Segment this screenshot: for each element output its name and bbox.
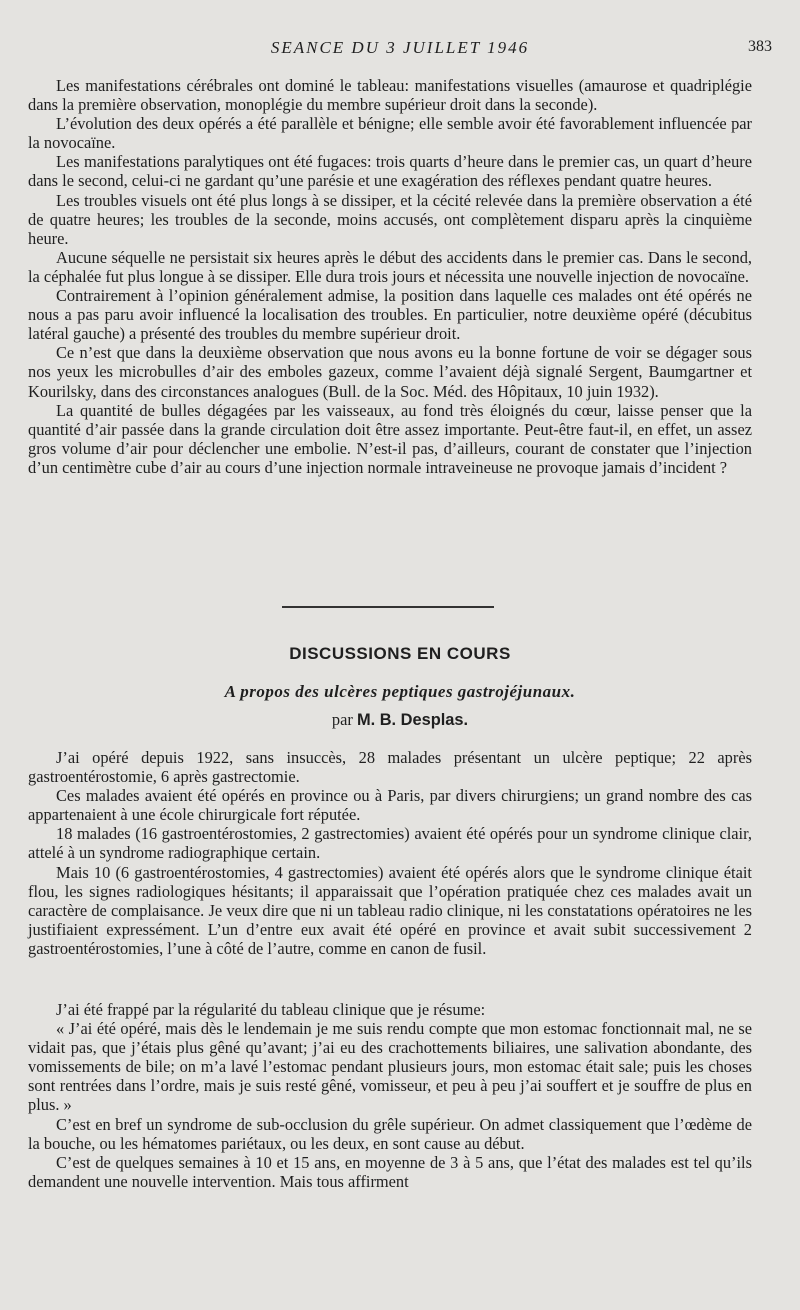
paragraph: J’ai été frappé par la régularité du tableau clinique que je résume: — [56, 1000, 486, 1019]
author-name: M. B. Desplas. — [356, 711, 469, 729]
body-text-article — [28, 748, 752, 958]
byline-prefix: par — [331, 710, 353, 729]
running-head — [0, 38, 800, 62]
section-heading: DISCUSSIONS EN COURS — [289, 644, 511, 663]
running-title: SEANCE DU 3 JUILLET 1946 — [270, 38, 530, 57]
article-title: A propos des ulcères peptiques gastrojéjunaux. — [224, 682, 576, 701]
paragraph: Ce n’est que dans la deuxième observation que nous avons eu la bonne fortune de voir se dégager sous nos yeux les microbulles d’air des emboles gazeux, comme l’avaient déjà signalé Sergent, Baumgartner et Kourilsky, dans des circonstances analogues (Bull. de la Soc. Méd. des Hôpitaux, 10 juin 1932). — [28, 343, 752, 401]
paragraph: « J’ai été opéré, mais dès le lendemain je me suis rendu compte que mon estomac fonctionnait mal, ne se vidait pas, que j’étais plus gêné qu’avant; j’ai eu des crachottements biliaires, une salivation abondante, des vomissements de bile; on m’a lavé l’estomac pendant plusieurs jours, mon estomac était sale; puis les choses sont rentrées dans l’ordre, mais je suis resté gêné, vomisseur, et peu à peu j’ai souffert et je souffre de plus en plus. » — [28, 1019, 752, 1115]
byline — [0, 710, 800, 730]
paragraph: Les manifestations cérébrales ont dominé le tableau: manifestations visuelles (amaurose et quadriplégie dans la première observation, monoplégie du membre supérieur droit dans la seconde). — [28, 76, 752, 115]
paragraph: Les manifestations paralytiques ont été fugaces: trois quarts d’heure dans le premier cas, un quart d’heure dans le second, celui-ci ne gardant qu’une parésie et une exagération des réflexes pendant quatre heures. — [28, 152, 752, 191]
paragraph: 18 malades (16 gastroentérostomies, 2 gastrectomies) avaient été opérés pour un syndrome clinique clair, attelé à un syndrome radiographique certain. — [28, 824, 752, 863]
paragraph: J’ai opéré depuis 1922, sans insuccès, 28 malades présentant un ulcère peptique; 22 après gastroentérostomie, 6 après gastrectomie. — [28, 748, 752, 787]
paragraph: Aucune séquelle ne persistait six heures après le début des accidents dans le premier cas. Dans le second, la céphalée fut plus longue à se dissiper. Elle dura trois jours et nécessita une nouvelle injection de novocaïne. — [28, 247, 752, 286]
paragraph: C’est en bref un syndrome de sub-occlusion du grêle supérieur. On admet classiquement que l’œdème de la bouche, ou les hématomes pariétaux, ou les deux, en sont cause au début. — [28, 1114, 752, 1153]
page-number: 383 — [748, 38, 772, 55]
paragraph: Contrairement à l’opinion généralement admise, la position dans laquelle ces malades ont été opérés ne nous a pas paru avoir influencé la localisation des troubles. En particulier, notre deuxième opéré (décubitus latéral gauche) a présenté des troubles du membre supérieur droit. — [28, 286, 752, 344]
paragraph: La quantité de bulles dégagées par les vaisseaux, au fond très éloignés du cœur, laisse penser que la quantité d’air passée dans la grande circulation doit être assez importante. Peut-être faut-il, en effet, un assez gros volume d’air pour déclencher une embolie. N’est-il pas, d’ailleurs, courant de constater que l’injection d’un centimètre cube d’air au cours d’une injection normale intraveineuse ne provoque jamais d’incident ? — [28, 400, 752, 477]
paragraph: Les troubles visuels ont été plus longs à se dissiper, et la cécité relevée dans la première observation a été de quatre heures; les troubles de la seconde, moins accusés, ont complètement disparu après la cinquième heure. — [28, 190, 752, 248]
body-text-bottom — [28, 1000, 752, 1191]
paragraph: Ces malades avaient été opérés en province ou à Paris, par divers chirurgiens; un grand nombre des cas appartenaient à une école chirurgicale fort réputée. — [28, 786, 752, 825]
paragraph: C’est de quelques semaines à 10 et 15 ans, en moyenne de 3 à 5 ans, que l’état des malades est tel qu’ils demandent une nouvelle intervention. Mais tous affirment — [28, 1152, 752, 1191]
section-divider — [282, 606, 494, 608]
paragraph: Mais 10 (6 gastroentérostomies, 4 gastrectomies) avaient été opérés alors que le syndrome clinique était flou, les signes radiologiques hésitants; il apparaissait que l’opération pratiquée chez ces malades avait un caractère de complaisance. Je veux dire que ni un tableau radio clinique, ni les constatations opératoires ne les justifiaient expressément. L’un d’entre eux avait été opéré en province et avait subit successivement 2 gastroentérostomies, l’une à côté de l’autre, comme en canon de fusil. — [28, 862, 752, 958]
body-text-top — [28, 76, 752, 477]
paragraph: L’évolution des deux opérés a été parallèle et bénigne; elle semble avoir été favorablement influencée par la novocaïne. — [28, 114, 752, 153]
